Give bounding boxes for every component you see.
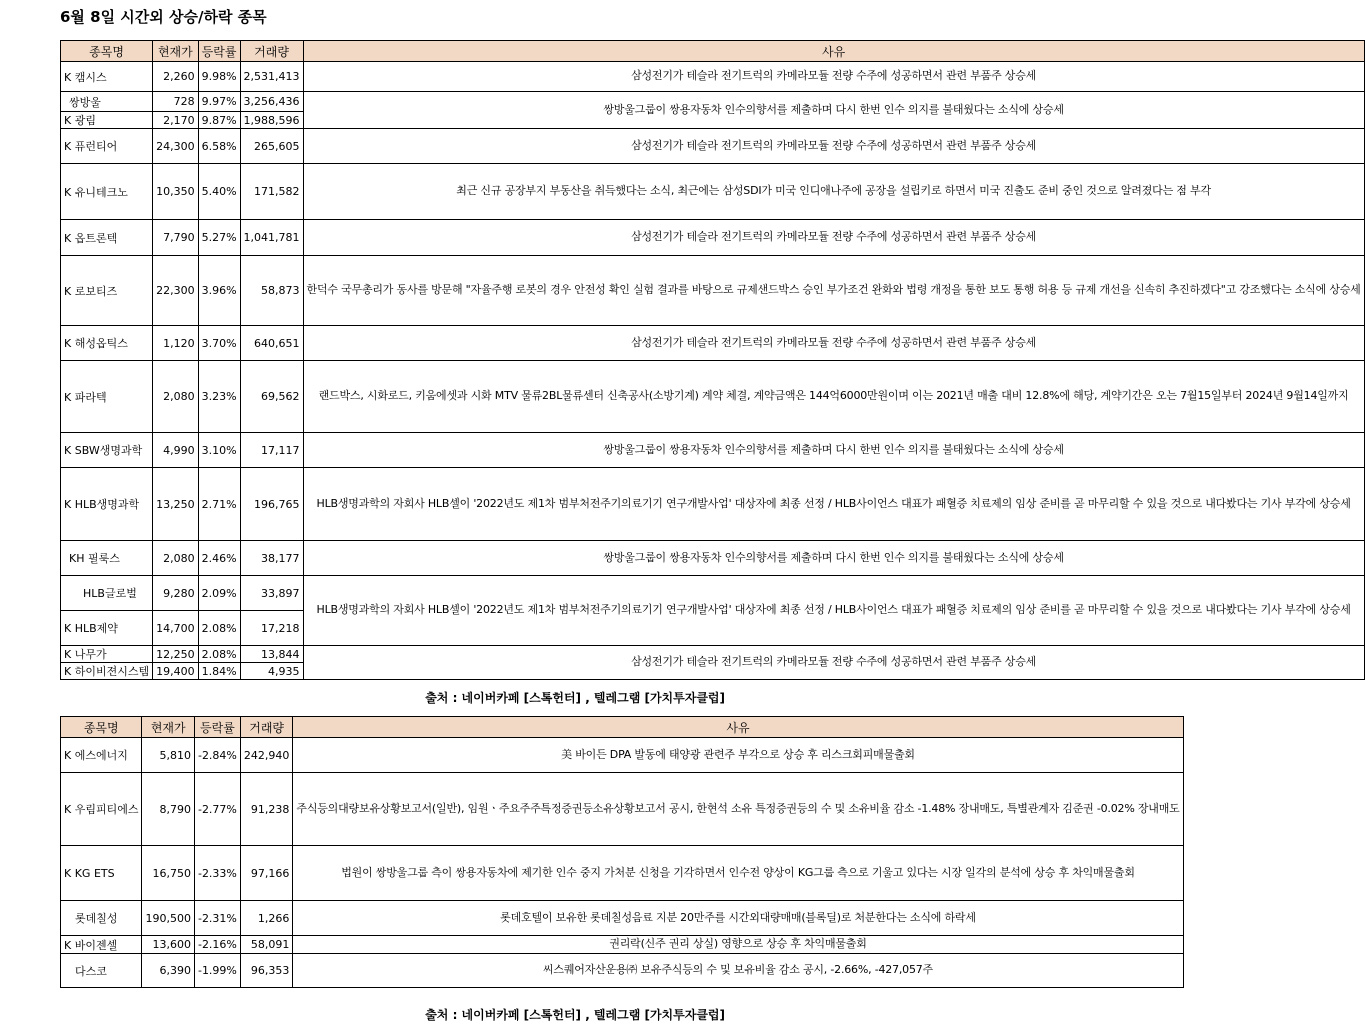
volume: 13,844	[240, 646, 303, 663]
stock-name: K 유니테크노	[61, 164, 153, 220]
volume: 38,177	[240, 541, 303, 576]
price: 14,700	[153, 611, 199, 646]
stock-name: K 하이비젼시스템	[61, 663, 153, 680]
price: 2,080	[153, 541, 199, 576]
col-header-volume: 거래량	[240, 41, 303, 62]
stock-name: K SBW생명과학	[61, 433, 153, 468]
reason: HLB생명과학의 자회사 HLB셀이 '2022년도 제1차 범부처전주기의료기기 연구개발사업' 대상자에 최종 선정 / HLB사이언스 대표가 패혈증 치료제의 임상 준비를 곧 마무리할 수 있을 것으로 내다봤다는 기사 부각에 상승세	[303, 468, 1364, 541]
change-rate: 2.71%	[198, 468, 240, 541]
stock-name: KH 필룩스	[61, 541, 153, 576]
reason: 삼성전기가 테슬라 전기트럭의 카메라모듈 전량 수주에 성공하면서 관련 부품주 상승세	[303, 326, 1364, 361]
reason: 법원이 쌍방울그룹 측이 쌍용자동차에 제기한 인수 중지 가처분 신청을 기각하면서 인수전 양상이 KG그룹 측으로 기울고 있다는 시장 일각의 분석에 상승 후 차익매물출회	[293, 846, 1183, 901]
col-header-price: 현재가	[153, 41, 199, 62]
stock-name: K 파라텍	[61, 361, 153, 433]
volume: 58,873	[240, 256, 303, 326]
table-row	[61, 773, 1184, 846]
change-rate: -1.99%	[194, 954, 240, 988]
stock-name: K 광림	[61, 112, 153, 129]
change-rate: 3.70%	[198, 326, 240, 361]
table-row	[61, 901, 1184, 936]
table-row	[61, 129, 1365, 164]
table-row	[61, 846, 1184, 901]
source-note: 출처 : 네이버카페 [스톡헌터] , 텔레그램 [가치투자클럽]	[425, 691, 725, 705]
stock-name: K 캠시스	[61, 62, 153, 92]
table-row	[61, 256, 1365, 326]
table-row	[61, 646, 1365, 663]
table-row	[61, 541, 1365, 576]
table-row	[61, 936, 1184, 954]
volume: 58,091	[240, 936, 293, 954]
reason: HLB생명과학의 자회사 HLB셀이 '2022년도 제1차 범부처전주기의료기기 연구개발사업' 대상자에 최종 선정 / HLB사이언스 대표가 패혈증 치료제의 임상 준비를 곧 마무리할 수 있을 것으로 내다봤다는 기사 부각에 상승세	[303, 576, 1364, 646]
volume: 97,166	[240, 846, 293, 901]
volume: 171,582	[240, 164, 303, 220]
reason: 삼성전기가 테슬라 전기트럭의 카메라모듈 전량 수주에 성공하면서 관련 부품주 상승세	[303, 646, 1364, 680]
table-row	[61, 576, 1365, 611]
stock-name: K 옵트론텍	[61, 220, 153, 256]
change-rate: 9.97%	[198, 92, 240, 112]
col-header-name: 종목명	[61, 717, 142, 738]
stock-name: K 바이젠셀	[61, 936, 142, 954]
volume: 96,353	[240, 954, 293, 988]
price: 16,750	[142, 846, 195, 901]
col-header-change: 등락률	[198, 41, 240, 62]
change-rate: 9.87%	[198, 112, 240, 129]
col-header-price: 현재가	[142, 717, 195, 738]
price: 5,810	[142, 738, 195, 773]
price: 7,790	[153, 220, 199, 256]
losers-table	[60, 716, 1184, 988]
change-rate: 9.98%	[198, 62, 240, 92]
volume: 17,218	[240, 611, 303, 646]
stock-name: K 나무가	[61, 646, 153, 663]
source-note: 출처 : 네이버카페 [스톡헌터] , 텔레그램 [가치투자클럽]	[425, 1008, 725, 1022]
change-rate: -2.77%	[194, 773, 240, 846]
change-rate: -2.84%	[194, 738, 240, 773]
stock-name: K KG ETS	[61, 846, 142, 901]
reason: 삼성전기가 테슬라 전기트럭의 카메라모듈 전량 수주에 성공하면서 관련 부품주 상승세	[303, 129, 1364, 164]
table-row	[61, 954, 1184, 988]
col-header-reason: 사유	[293, 717, 1183, 738]
stock-name: K HLB제약	[61, 611, 153, 646]
volume: 69,562	[240, 361, 303, 433]
reason: 권리락(신주 권리 상실) 영향으로 상승 후 차익매물출회	[293, 936, 1183, 954]
change-rate: 5.40%	[198, 164, 240, 220]
change-rate: 2.09%	[198, 576, 240, 611]
col-header-change: 등락률	[194, 717, 240, 738]
volume: 17,117	[240, 433, 303, 468]
stock-name: K 로보티즈	[61, 256, 153, 326]
change-rate: 2.46%	[198, 541, 240, 576]
table-row	[61, 220, 1365, 256]
change-rate: 3.23%	[198, 361, 240, 433]
volume: 4,935	[240, 663, 303, 680]
volume: 265,605	[240, 129, 303, 164]
volume: 1,041,781	[240, 220, 303, 256]
reason: 쌍방울그룹이 쌍용자동차 인수의향서를 제출하며 다시 한번 인수 의지를 불태웠다는 소식에 상승세	[303, 433, 1364, 468]
table-row	[61, 62, 1365, 92]
table-row	[61, 361, 1365, 433]
col-header-reason: 사유	[303, 41, 1364, 62]
stock-name: 쌍방울	[61, 92, 153, 112]
change-rate: 6.58%	[198, 129, 240, 164]
change-rate: -2.16%	[194, 936, 240, 954]
price: 13,600	[142, 936, 195, 954]
col-header-volume: 거래량	[240, 717, 293, 738]
col-header-name: 종목명	[61, 41, 153, 62]
change-rate: -2.33%	[194, 846, 240, 901]
stock-name: 롯데칠성	[61, 901, 142, 936]
reason: 쌍방울그룹이 쌍용자동차 인수의향서를 제출하며 다시 한번 인수 의지를 불태웠다는 소식에 상승세	[303, 541, 1364, 576]
volume: 3,256,436	[240, 92, 303, 112]
reason: 씨스퀘어자산운용㈜ 보유주식등의 수 및 보유비율 감소 공시, -2.66%, -427,057주	[293, 954, 1183, 988]
price: 190,500	[142, 901, 195, 936]
change-rate: 3.10%	[198, 433, 240, 468]
stock-name: K 해성옵틱스	[61, 326, 153, 361]
stock-name: K 우림피티에스	[61, 773, 142, 846]
change-rate: 5.27%	[198, 220, 240, 256]
table-row	[61, 164, 1365, 220]
volume: 1,266	[240, 901, 293, 936]
volume: 33,897	[240, 576, 303, 611]
reason: 롯데호텔이 보유한 롯데칠성음료 지분 20만주를 시간외대량매매(블록딜)로 처분한다는 소식에 하락세	[293, 901, 1183, 936]
reason: 쌍방울그룹이 쌍용자동차 인수의향서를 제출하며 다시 한번 인수 의지를 불태웠다는 소식에 상승세	[303, 92, 1364, 129]
reason: 삼성전기가 테슬라 전기트럭의 카메라모듈 전량 수주에 성공하면서 관련 부품주 상승세	[303, 62, 1364, 92]
stock-name: HLB글로벌	[61, 576, 153, 611]
volume: 196,765	[240, 468, 303, 541]
table-row	[61, 326, 1365, 361]
price: 6,390	[142, 954, 195, 988]
price: 22,300	[153, 256, 199, 326]
volume: 91,238	[240, 773, 293, 846]
change-rate: -2.31%	[194, 901, 240, 936]
reason: 삼성전기가 테슬라 전기트럭의 카메라모듈 전량 수주에 성공하면서 관련 부품주 상승세	[303, 220, 1364, 256]
price: 13,250	[153, 468, 199, 541]
price: 728	[153, 92, 199, 112]
page-title: 6월 8일 시간외 상승/하락 종목	[60, 8, 267, 26]
volume: 2,531,413	[240, 62, 303, 92]
volume: 1,988,596	[240, 112, 303, 129]
change-rate: 1.84%	[198, 663, 240, 680]
price: 10,350	[153, 164, 199, 220]
reason: 한덕수 국무총리가 동사를 방문해 "자율주행 로봇의 경우 안전성 확인 실험 결과를 바탕으로 규제샌드박스 승인 부가조건 완화와 법령 개정을 통한 보도 통행 허용 등 규제 개선을 신속히 추진하겠다"고 강조했다는 소식에 상승세	[303, 256, 1364, 326]
price: 2,260	[153, 62, 199, 92]
volume: 640,651	[240, 326, 303, 361]
volume: 242,940	[240, 738, 293, 773]
change-rate: 2.08%	[198, 611, 240, 646]
change-rate: 3.96%	[198, 256, 240, 326]
stock-name: K 에스에너지	[61, 738, 142, 773]
table-row	[61, 738, 1184, 773]
table-row	[61, 468, 1365, 541]
reason: 美 바이든 DPA 발동에 태양광 관련주 부각으로 상승 후 리스크회피매물출회	[293, 738, 1183, 773]
table-row	[61, 433, 1365, 468]
reason: 최근 신규 공장부지 부동산을 취득했다는 소식, 최근에는 삼성SDI가 미국 인디애나주에 공장을 설립키로 하면서 미국 진출도 준비 중인 것으로 알려졌다는 점 부각	[303, 164, 1364, 220]
price: 8,790	[142, 773, 195, 846]
stock-name: K HLB생명과학	[61, 468, 153, 541]
price: 2,080	[153, 361, 199, 433]
price: 12,250	[153, 646, 199, 663]
price: 9,280	[153, 576, 199, 611]
gainers-table	[60, 40, 1365, 680]
stock-name: 다스코	[61, 954, 142, 988]
header-row	[61, 41, 1365, 62]
change-rate: 2.08%	[198, 646, 240, 663]
price: 4,990	[153, 433, 199, 468]
stock-name: K 퓨런티어	[61, 129, 153, 164]
reason: 주식등의대량보유상황보고서(일반), 임원ㆍ주요주주특정증권등소유상황보고서 공시, 한현석 소유 특정증권등의 수 및 소유비율 감소 -1.48% 장내매도, 특별관계자 김준권 -0.02% 장내매도	[293, 773, 1183, 846]
price: 1,120	[153, 326, 199, 361]
table-row	[61, 92, 1365, 112]
price: 2,170	[153, 112, 199, 129]
price: 19,400	[153, 663, 199, 680]
price: 24,300	[153, 129, 199, 164]
header-row	[61, 717, 1184, 738]
reason: 랜드박스, 시화로드, 키움에셋과 시화 MTV 물류2BL물류센터 신축공사(소방기계) 계약 체결, 계약금액은 144억6000만원이며 이는 2021년 매출 대비 12.8%에 해당, 계약기간은 오는 7월15일부터 2024년 9월14일까지	[303, 361, 1364, 433]
